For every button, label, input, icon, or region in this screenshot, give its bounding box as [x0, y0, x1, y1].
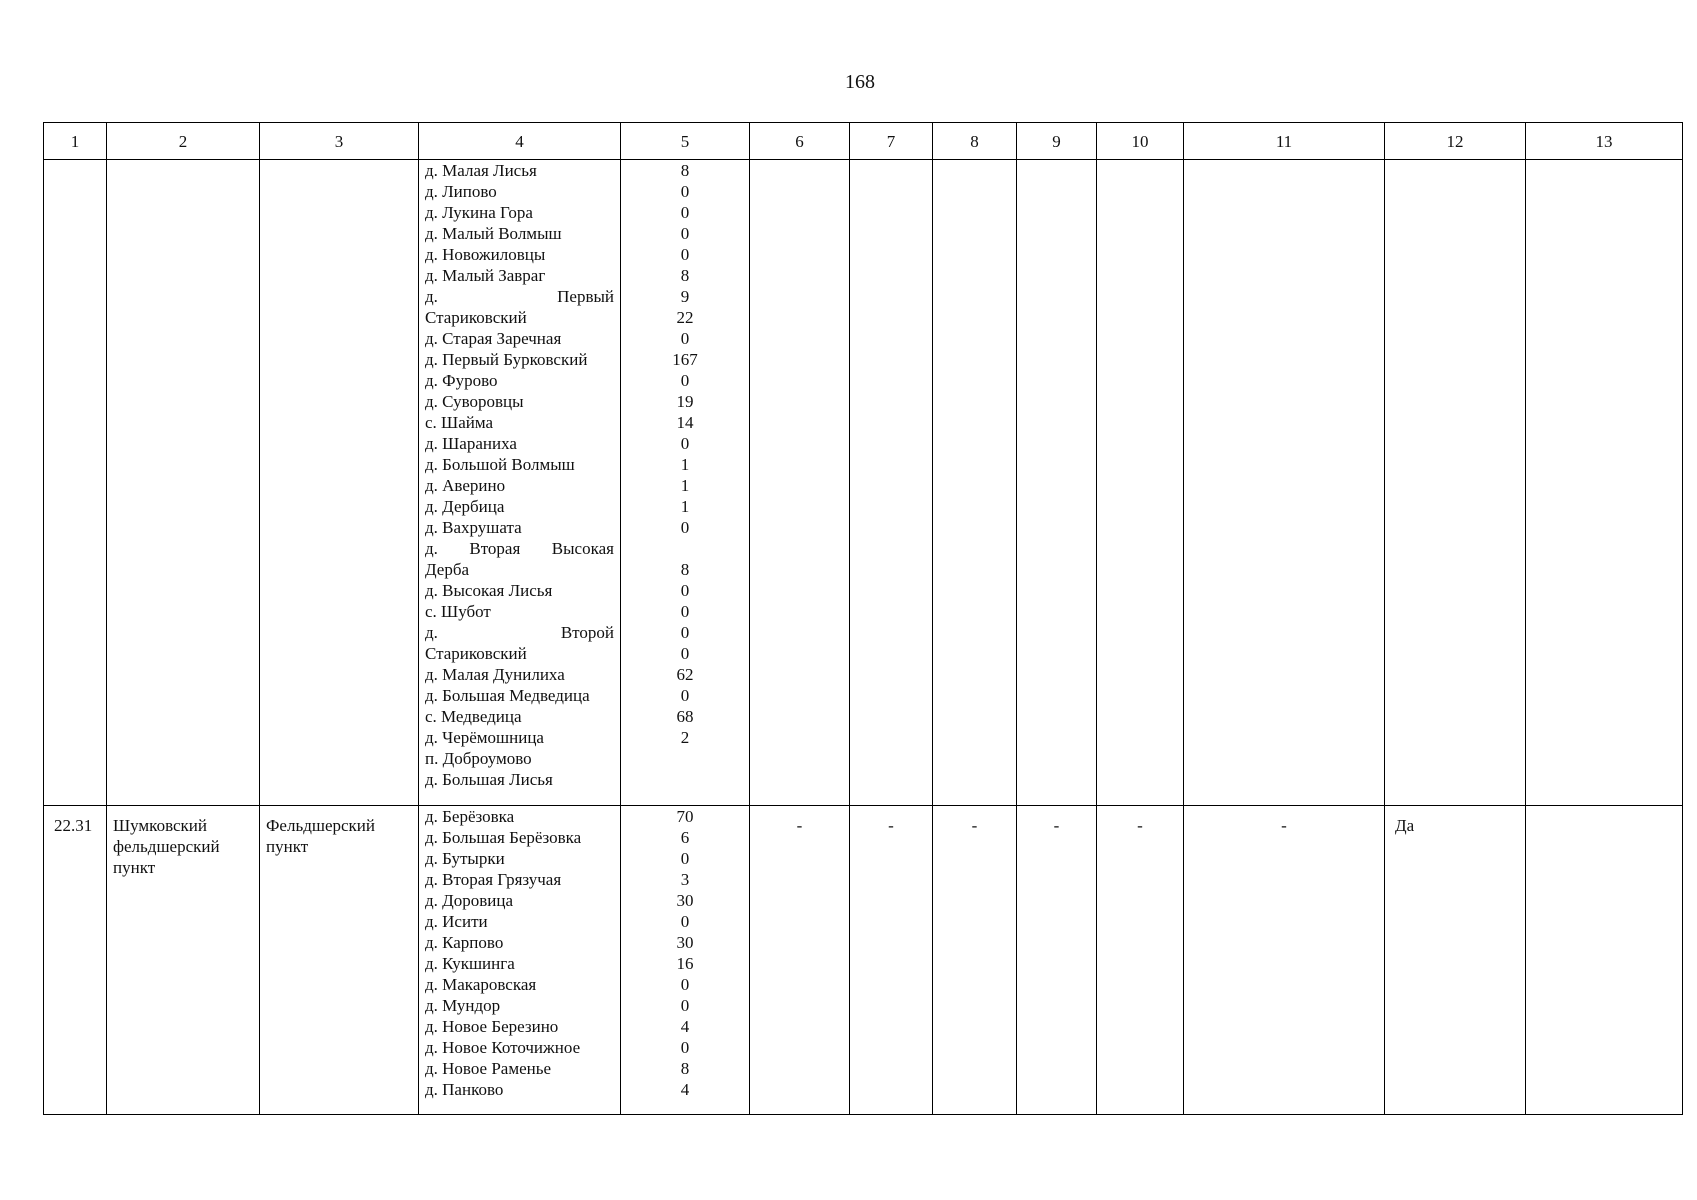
- cell-number: [44, 160, 107, 806]
- facility-type-line: пункт: [266, 837, 309, 856]
- population-value: 30: [676, 891, 694, 910]
- settlement-word: Высокая: [551, 539, 614, 558]
- cell-population: [621, 806, 750, 1115]
- header-col-6: 6: [750, 123, 850, 160]
- settlement-name: д. Малый Волмыш: [425, 224, 562, 243]
- settlement-name: Стариковский: [425, 308, 527, 327]
- dash-value: -: [1137, 816, 1143, 835]
- population-value: 0: [680, 849, 690, 868]
- cell-col-9: [1017, 160, 1097, 806]
- population-value: 8: [680, 161, 690, 180]
- header-col-1: 1: [44, 123, 107, 160]
- population-value: 14: [676, 413, 694, 432]
- cell-col-8: [933, 806, 1017, 1115]
- cell-col-11: [1184, 806, 1385, 1115]
- settlement-name: д. Карпово: [425, 933, 504, 952]
- population-value: 0: [680, 996, 690, 1015]
- settlement-name: д. Макаровская: [425, 975, 537, 994]
- population-value: [621, 748, 749, 769]
- settlement-name: [425, 286, 614, 307]
- population-value: 0: [680, 912, 690, 931]
- facility-name-line: пункт: [113, 858, 156, 877]
- header-col-12: 12: [1385, 123, 1526, 160]
- population-value: 0: [680, 434, 690, 453]
- population-value: [621, 538, 749, 559]
- dash-value: -: [1281, 816, 1287, 835]
- settlement-word: Второй: [560, 623, 614, 642]
- header-col-11: 11: [1184, 123, 1385, 160]
- header-col-8: 8: [933, 123, 1017, 160]
- cell-col-13: [1526, 160, 1683, 806]
- settlement-word: Первый: [557, 287, 614, 306]
- settlement-name: д. Малый Завраг: [425, 266, 546, 285]
- population-value: 8: [680, 560, 690, 579]
- yes-value: Да: [1395, 816, 1415, 835]
- settlement-name: д. Вторая Грязучая: [425, 870, 562, 889]
- cell-col-9: [1017, 806, 1097, 1115]
- settlement-name: Дерба: [425, 560, 470, 579]
- header-col-2: 2: [107, 123, 260, 160]
- settlement-list: [419, 160, 620, 790]
- settlement-name: д. Берёзовка: [425, 807, 515, 826]
- settlement-name: д. Доровица: [425, 891, 514, 910]
- settlement-name: д. Панково: [425, 1080, 504, 1099]
- population-value: 0: [680, 581, 690, 600]
- cell-number: [44, 806, 107, 1115]
- settlement-name: д. Шараниха: [425, 434, 517, 453]
- settlement-name: д. Исити: [425, 912, 488, 931]
- population-value: [621, 769, 749, 790]
- col13-value: [1526, 806, 1682, 815]
- main-table: [43, 122, 1683, 1115]
- settlement-name: д. Большая Берёзовка: [425, 828, 582, 847]
- cell-type: [260, 160, 419, 806]
- cell-col-13: [1526, 806, 1683, 1115]
- value-list: [621, 160, 749, 790]
- settlement-name: д. Первый Бурковский: [425, 350, 588, 369]
- header-col-3: 3: [260, 123, 419, 160]
- settlement-name: д. Новое Раменье: [425, 1059, 552, 1078]
- facility-name-line: фельдшерский: [113, 837, 220, 856]
- settlement-name: д. Новожиловцы: [425, 245, 546, 264]
- cell-population: [621, 160, 750, 806]
- population-value: 8: [680, 1059, 690, 1078]
- settlement-name: д. Высокая Лисья: [425, 581, 553, 600]
- population-value: 0: [680, 975, 690, 994]
- population-value: 62: [676, 665, 694, 684]
- population-value: 16: [676, 954, 694, 973]
- cell-col-7: [850, 806, 933, 1115]
- settlement-name: д. Новое Березино: [425, 1017, 559, 1036]
- table-row: [44, 160, 1683, 806]
- cell-col-11: [1184, 160, 1385, 806]
- facility-name: [107, 806, 259, 878]
- settlement-name: д. Новое Коточижное: [425, 1038, 581, 1057]
- population-value: 68: [676, 707, 694, 726]
- population-value: 1: [680, 455, 690, 474]
- population-value: 0: [680, 329, 690, 348]
- cell-settlements: [419, 160, 621, 806]
- facility-type: [260, 806, 418, 857]
- value-list: [621, 806, 749, 1100]
- settlement-word: д.: [425, 539, 438, 558]
- row-number: 22.31: [54, 816, 93, 835]
- population-value: 2: [680, 728, 690, 747]
- settlement-name: с. Шайма: [425, 413, 494, 432]
- header-col-13: 13: [1526, 123, 1683, 160]
- settlement-name: д. Липово: [425, 182, 497, 201]
- population-value: 0: [680, 623, 690, 642]
- settlement-name: д. Лукина Гора: [425, 203, 533, 222]
- population-value: 70: [676, 807, 694, 826]
- settlement-name: д. Дербица: [425, 497, 505, 516]
- population-value: 0: [680, 182, 690, 201]
- settlement-name: д. Аверино: [425, 476, 506, 495]
- settlement-name: д. Большая Лисья: [425, 770, 553, 789]
- settlement-name: д. Малая Лисья: [425, 161, 537, 180]
- settlement-name: д. Бутырки: [425, 849, 505, 868]
- settlement-name: д. Малая Дунилиха: [425, 665, 565, 684]
- settlement-name: д. Большой Волмыш: [425, 455, 575, 474]
- header-col-5: 5: [621, 123, 750, 160]
- population-value: 0: [680, 1038, 690, 1057]
- cell-col-12: [1385, 806, 1526, 1115]
- cell-col-6: [750, 806, 850, 1115]
- settlement-list: [419, 806, 620, 1100]
- population-value: 3: [680, 870, 690, 889]
- population-value: 0: [680, 644, 690, 663]
- population-value: 19: [676, 392, 694, 411]
- population-value: 1: [680, 497, 690, 516]
- population-value: 30: [676, 933, 694, 952]
- settlement-name: с. Медведица: [425, 707, 522, 726]
- settlement-name: с. Шубот: [425, 602, 491, 621]
- cell-col-12: [1385, 160, 1526, 806]
- population-value: 6: [680, 828, 690, 847]
- header-row: [44, 123, 1683, 160]
- cell-col-7: [850, 160, 933, 806]
- settlement-name: [425, 538, 614, 559]
- cell-col-10: [1097, 806, 1184, 1115]
- dash-value: -: [1053, 816, 1060, 835]
- settlement-name: п. Доброумово: [425, 749, 532, 768]
- cell-type: [260, 806, 419, 1115]
- header-col-9: 9: [1017, 123, 1097, 160]
- settlement-word: Вторая: [469, 539, 521, 558]
- settlement-name: Стариковский: [425, 644, 527, 663]
- population-value: 0: [680, 224, 690, 243]
- cell-name: [107, 160, 260, 806]
- cell-name: [107, 806, 260, 1115]
- dash-value: -: [971, 816, 978, 835]
- settlement-name: д. Вахрушата: [425, 518, 522, 537]
- population-value: 4: [680, 1080, 690, 1099]
- population-value: 8: [680, 266, 690, 285]
- facility-name-line: Шумковский: [113, 816, 208, 835]
- settlement-word: д.: [425, 287, 438, 306]
- dash-value: -: [796, 816, 803, 835]
- population-value: 0: [680, 203, 690, 222]
- population-value: 22: [676, 308, 694, 327]
- settlement-name: д. Большая Медведица: [425, 686, 590, 705]
- settlement-name: д. Кукшинга: [425, 954, 515, 973]
- cell-col-6: [750, 160, 850, 806]
- population-value: 1: [680, 476, 690, 495]
- population-value: 0: [680, 686, 690, 705]
- cell-col-10: [1097, 160, 1184, 806]
- page-number: 168: [845, 71, 875, 93]
- settlement-name: д. Суворовцы: [425, 392, 524, 411]
- dash-value: -: [888, 816, 894, 835]
- settlement-name: д. Старая Заречная: [425, 329, 562, 348]
- settlement-name: [425, 622, 614, 643]
- cell-settlements: [419, 806, 621, 1115]
- population-value: 0: [680, 245, 690, 264]
- population-value: 0: [680, 518, 690, 537]
- population-value: 0: [680, 371, 690, 390]
- settlement-name: д. Фурово: [425, 371, 498, 390]
- cell-col-8: [933, 160, 1017, 806]
- population-value: 4: [680, 1017, 690, 1036]
- header-col-7: 7: [850, 123, 933, 160]
- header-col-10: 10: [1097, 123, 1184, 160]
- settlement-name: д. Черёмошница: [425, 728, 544, 747]
- settlement-word: д.: [425, 623, 438, 642]
- population-value: 167: [672, 350, 698, 369]
- population-value: 9: [680, 287, 690, 306]
- header-col-4: 4: [419, 123, 621, 160]
- table-row: [44, 806, 1683, 1115]
- facility-type-line: Фельдшерский: [266, 816, 375, 835]
- settlement-name: д. Мундор: [425, 996, 501, 1015]
- population-value: 0: [680, 602, 690, 621]
